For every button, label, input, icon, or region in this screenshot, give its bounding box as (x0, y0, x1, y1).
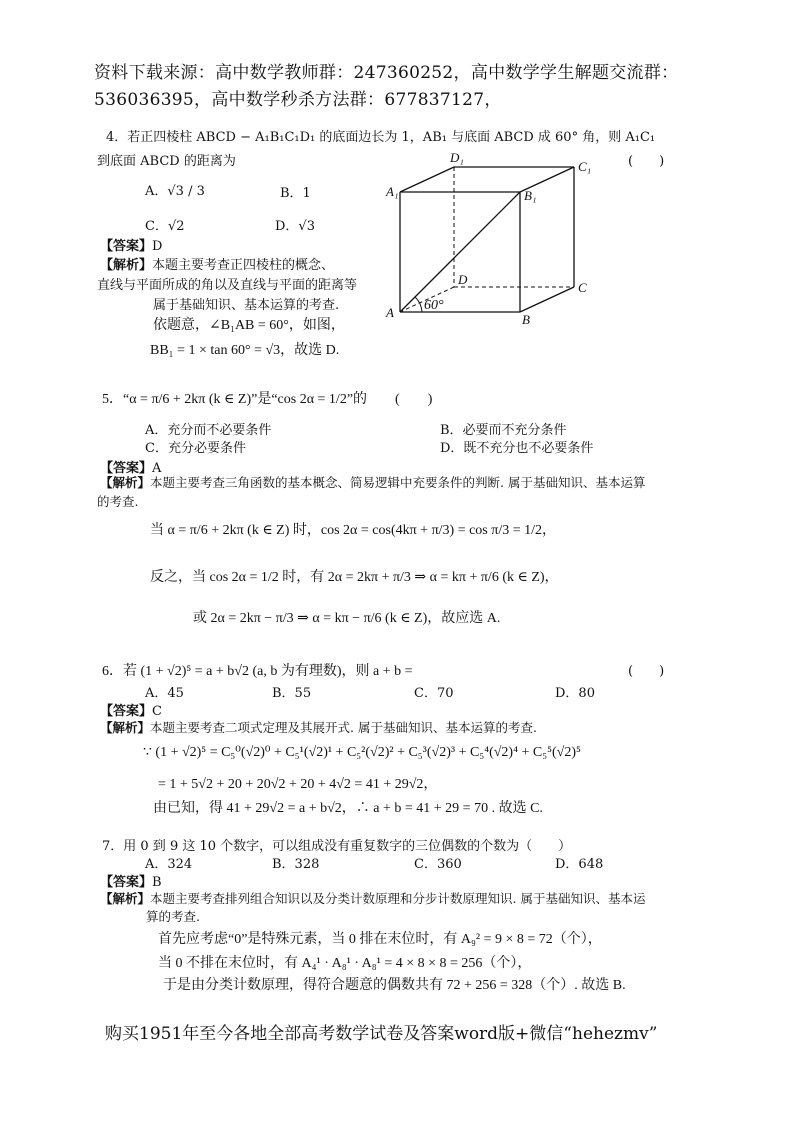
answer-label: 【答案】 (100, 875, 153, 890)
answer-label: 【答案】 (100, 239, 153, 254)
q4-analysis-line-3: 属于基础知识、基本运算的考查. (153, 298, 340, 313)
q7-option-b: B．328 (272, 857, 320, 872)
q4-analysis-line-1 (100, 254, 334, 273)
q4-analysis-line-2: 直线与平面所成的角以及直线与平面的距离等 (97, 278, 358, 293)
q6-stem: 6．若 (1 + √2)⁵ = a + b√2 (a, b 为有理数)，则 a + b = (102, 664, 413, 679)
analysis-text: 本题主要考查二项式定理及其展开式. 属于基础知识、基本运算的考查. (150, 720, 537, 735)
label-c: C (578, 280, 587, 295)
q4-option-a: A．√3 / 3 (145, 184, 205, 199)
q5-eq-1: 当 α = π/6 + 2kπ (k ∈ Z) 时，cos 2α = cos(4kπ + π/3) = cos π/3 = 1/2， (150, 523, 556, 538)
answer-value: B (152, 875, 162, 890)
label-d1: D₁ (450, 150, 464, 165)
analysis-text: 本题主要考查排列组合知识以及分类计数原理和分步计数原理知识. 属于基础知识、基本运 (150, 891, 646, 906)
q5-eq-3: 或 2α = 2kπ − π/3 ⇒ α = kπ − π/6 (k ∈ Z)，故应选 A. (193, 611, 501, 626)
q4-analysis-line-4: 依题意，∠B₁AB = 60°，如图， (153, 318, 345, 333)
label-a: A (386, 305, 394, 320)
q4-paren: ( ) (628, 154, 665, 169)
label-b: B (522, 312, 530, 327)
q6-option-a: A．45 (145, 686, 184, 701)
q7-eq-2: 当 0 不排在末位时，有 A₄¹ · A₈¹ · A₈¹ = 4 × 8 × 8 = 256（个）， (158, 956, 532, 971)
label-b1: B₁ (524, 188, 537, 203)
analysis-label: 【解析】 (100, 258, 153, 273)
q6-analysis-line-1 (100, 718, 537, 736)
q5-analysis-line-2: 的考查. (97, 494, 139, 509)
label-d: D (458, 272, 468, 287)
angle-arc (415, 297, 422, 312)
answer-value: A (152, 461, 162, 476)
answer-label: 【答案】 (100, 461, 153, 476)
q4-option-c: C．√2 (145, 219, 185, 234)
q7-answer (100, 871, 162, 890)
q5-stem: 5．“α = π/6 + 2kπ (k ∈ Z)”是“cos 2α = 1/2”的 ( ) (102, 392, 433, 407)
q6-option-c: C．70 (414, 686, 454, 701)
q7-eq-1: 首先应考虑“0”是特殊元素，当 0 排在末位时，有 A₉² = 9 × 8 = 72（个）， (158, 932, 602, 947)
q7-analysis-line-1 (100, 889, 645, 907)
q5-analysis-line-1 (100, 473, 645, 491)
q7-eq-3: 于是由分类计数原理，得符合题意的偶数共有 72 + 256 = 328（个）. 故选 B. (163, 978, 626, 993)
q4-analysis-line-5: BB₁ = 1 × tan 60° = √3，故选 D. (150, 343, 340, 358)
q6-eq-1: ∵ (1 + √2)⁵ = C₅⁰(√2)⁰ + C₅¹(√2)¹ + C₅²(√2)² + C₅³(√2)³ + C₅⁴(√2)⁴ + C₅⁵(√2)⁵ (143, 745, 581, 760)
label-angle: 60° (424, 298, 444, 313)
q5-option-b: B．必要而不充分条件 (440, 423, 567, 438)
q7-option-d: D．648 (555, 857, 604, 872)
header-line-1: 资料下载来源：高中数学教师群：247360252，高中数学学生解题交流群： (94, 63, 679, 83)
answer-value: C (152, 704, 162, 719)
analysis-label: 【解析】 (100, 720, 151, 735)
label-a1: A₁ (386, 184, 399, 199)
q6-answer (100, 700, 162, 719)
q5-option-d: D．既不充分也不必要条件 (440, 441, 594, 456)
answer-value: D (152, 239, 163, 254)
analysis-text: 本题主要考查正四棱柱的概念、 (152, 258, 335, 273)
q6-paren: ( ) (628, 664, 665, 679)
q4-option-d: D．√3 (275, 219, 315, 234)
prism-figure (382, 148, 602, 328)
q7-stem: 7．用 0 到 9 这 10 个数字，可以组成没有重复数字的三位偶数的个数为（ ） (102, 839, 572, 854)
q7-analysis-line-2: 算的考查. (146, 909, 200, 924)
q4-stem-line-2: 到底面 ABCD 的距离为 (97, 154, 236, 169)
q5-option-c: C．充分必要条件 (145, 441, 246, 456)
analysis-text: 本题主要考查三角函数的基本概念、简易逻辑中充要条件的判断. 属于基础知识、基本运算 (150, 475, 646, 490)
q7-option-a: A．324 (145, 857, 193, 872)
q4-stem-line-1: 4．若正四棱柱 ABCD − A₁B₁C₁D₁ 的底面边长为 1，AB₁ 与底面 ABCD 成 60° 角，则 A₁C₁ (106, 130, 656, 145)
q5-option-a: A．充分而不必要条件 (145, 423, 272, 438)
q6-eq-3: 由已知，得 41 + 29√2 = a + b√2，∴ a + b = 41 + 29 = 70 . 故选 C. (153, 801, 543, 816)
analysis-label: 【解析】 (100, 891, 151, 906)
q4-answer (100, 235, 162, 254)
footer-note: 购买1951年至今各地全部高考数学试卷及答案word版+微信“hehezmv” (105, 1024, 658, 1044)
q6-option-b: B．55 (272, 686, 312, 701)
q7-option-c: C．360 (414, 857, 462, 872)
q4-option-b: B．1 (280, 186, 311, 201)
q5-eq-2: 反之，当 cos 2α = 1/2 时，有 2α = 2kπ + π/3 ⇒ α = kπ + π/6 (k ∈ Z)， (150, 570, 559, 585)
q6-eq-2: = 1 + 5√2 + 20 + 20√2 + 20 + 4√2 = 41 + 29√2， (158, 777, 438, 792)
answer-label: 【答案】 (100, 704, 153, 719)
analysis-label: 【解析】 (100, 475, 151, 490)
header-line-2: 536036395，高中数学秒杀方法群：677837127， (94, 90, 502, 110)
q6-option-d: D．80 (555, 686, 595, 701)
label-c1: C₁ (578, 159, 592, 174)
